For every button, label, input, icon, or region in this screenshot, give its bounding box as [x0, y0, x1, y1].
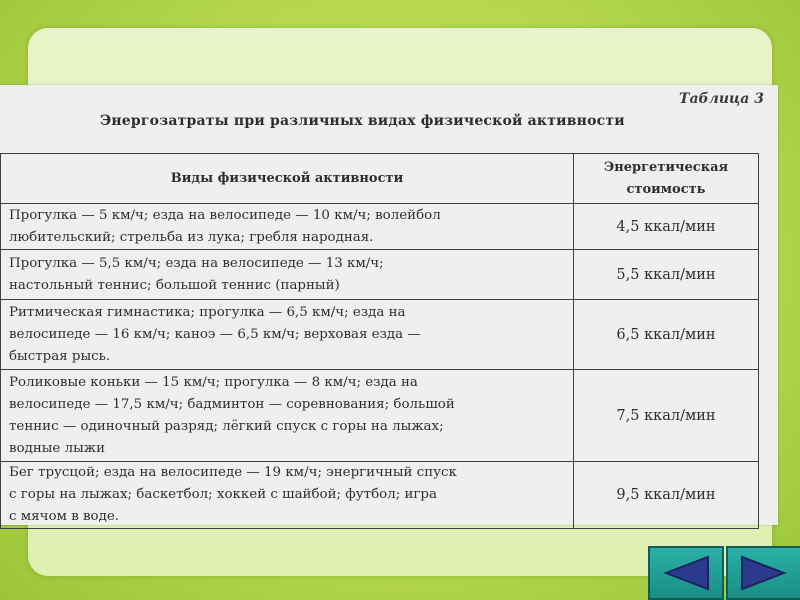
energy-table	[0, 153, 759, 529]
cost-cell: 5,5 ккал/мин	[574, 250, 759, 300]
table-number: Таблица 3	[679, 91, 764, 107]
activity-line: Ритмическая гимнастика; прогулка — 6,5 км/ч; езда на	[9, 304, 406, 320]
activity-line: Прогулка — 5 км/ч; езда на велосипеде — 10 км/ч; волейбол	[9, 207, 441, 223]
triangle-left-icon	[660, 553, 712, 593]
previous-slide-button[interactable]	[648, 546, 724, 600]
cost-cell: 7,5 ккал/мин	[574, 370, 759, 462]
table-title: Энергозатраты при различных видах физической активности	[100, 113, 625, 129]
activity-line: быстрая рысь.	[9, 348, 111, 364]
activity-cell	[1, 370, 574, 462]
header-activity-label: Виды физической активности	[170, 170, 404, 186]
header-row	[1, 154, 759, 204]
activity-line: теннис — одиночный разряд; лёгкий спуск с горы на лыжах;	[9, 418, 444, 434]
activity-cell	[1, 250, 574, 300]
table-row	[1, 300, 759, 370]
table-row	[1, 462, 759, 529]
cost-cell: 6,5 ккал/мин	[574, 300, 759, 370]
table-row	[1, 370, 759, 462]
table-row	[1, 204, 759, 250]
activity-line: с мячом в воде.	[9, 509, 120, 524]
activity-line: водные лыжи	[9, 440, 106, 456]
activity-line: Бег трусцой; езда на велосипеде — 19 км/ч; энергичный спуск	[9, 465, 457, 480]
header-cost-line-1: Энергетическая	[603, 159, 729, 175]
cost-cell: 4,5 ккал/мин	[574, 204, 759, 250]
cost-cell: 9,5 ккал/мин	[574, 462, 759, 529]
activity-cell	[1, 300, 574, 370]
table-row	[1, 250, 759, 300]
activity-line: велосипеде — 16 км/ч; каноэ — 6,5 км/ч; верховая езда —	[9, 326, 421, 342]
header-cost-line-2: стоимость	[626, 181, 706, 197]
header-activity	[1, 154, 574, 204]
activity-line: настольный теннис; большой теннис (парный)	[9, 277, 340, 293]
activity-line: Прогулка — 5,5 км/ч; езда на велосипеде — 13 км/ч;	[9, 255, 384, 271]
triangle-right-icon	[738, 553, 790, 593]
activity-line: Роликовые коньки — 15 км/ч; прогулка — 8 км/ч; езда на	[9, 374, 418, 390]
activity-line: велосипеде — 17,5 км/ч; бадминтон — соревнования; большой	[9, 396, 455, 412]
next-slide-button[interactable]	[726, 546, 800, 600]
header-cost	[574, 154, 759, 204]
activity-line: любительский; стрельба из лука; гребля народная.	[9, 229, 374, 245]
activity-cell	[1, 462, 574, 529]
scanned-page	[0, 85, 778, 525]
activity-cell	[1, 204, 574, 250]
activity-line: с горы на лыжах; баскетбол; хоккей с шайбой; футбол; игра	[9, 487, 437, 502]
